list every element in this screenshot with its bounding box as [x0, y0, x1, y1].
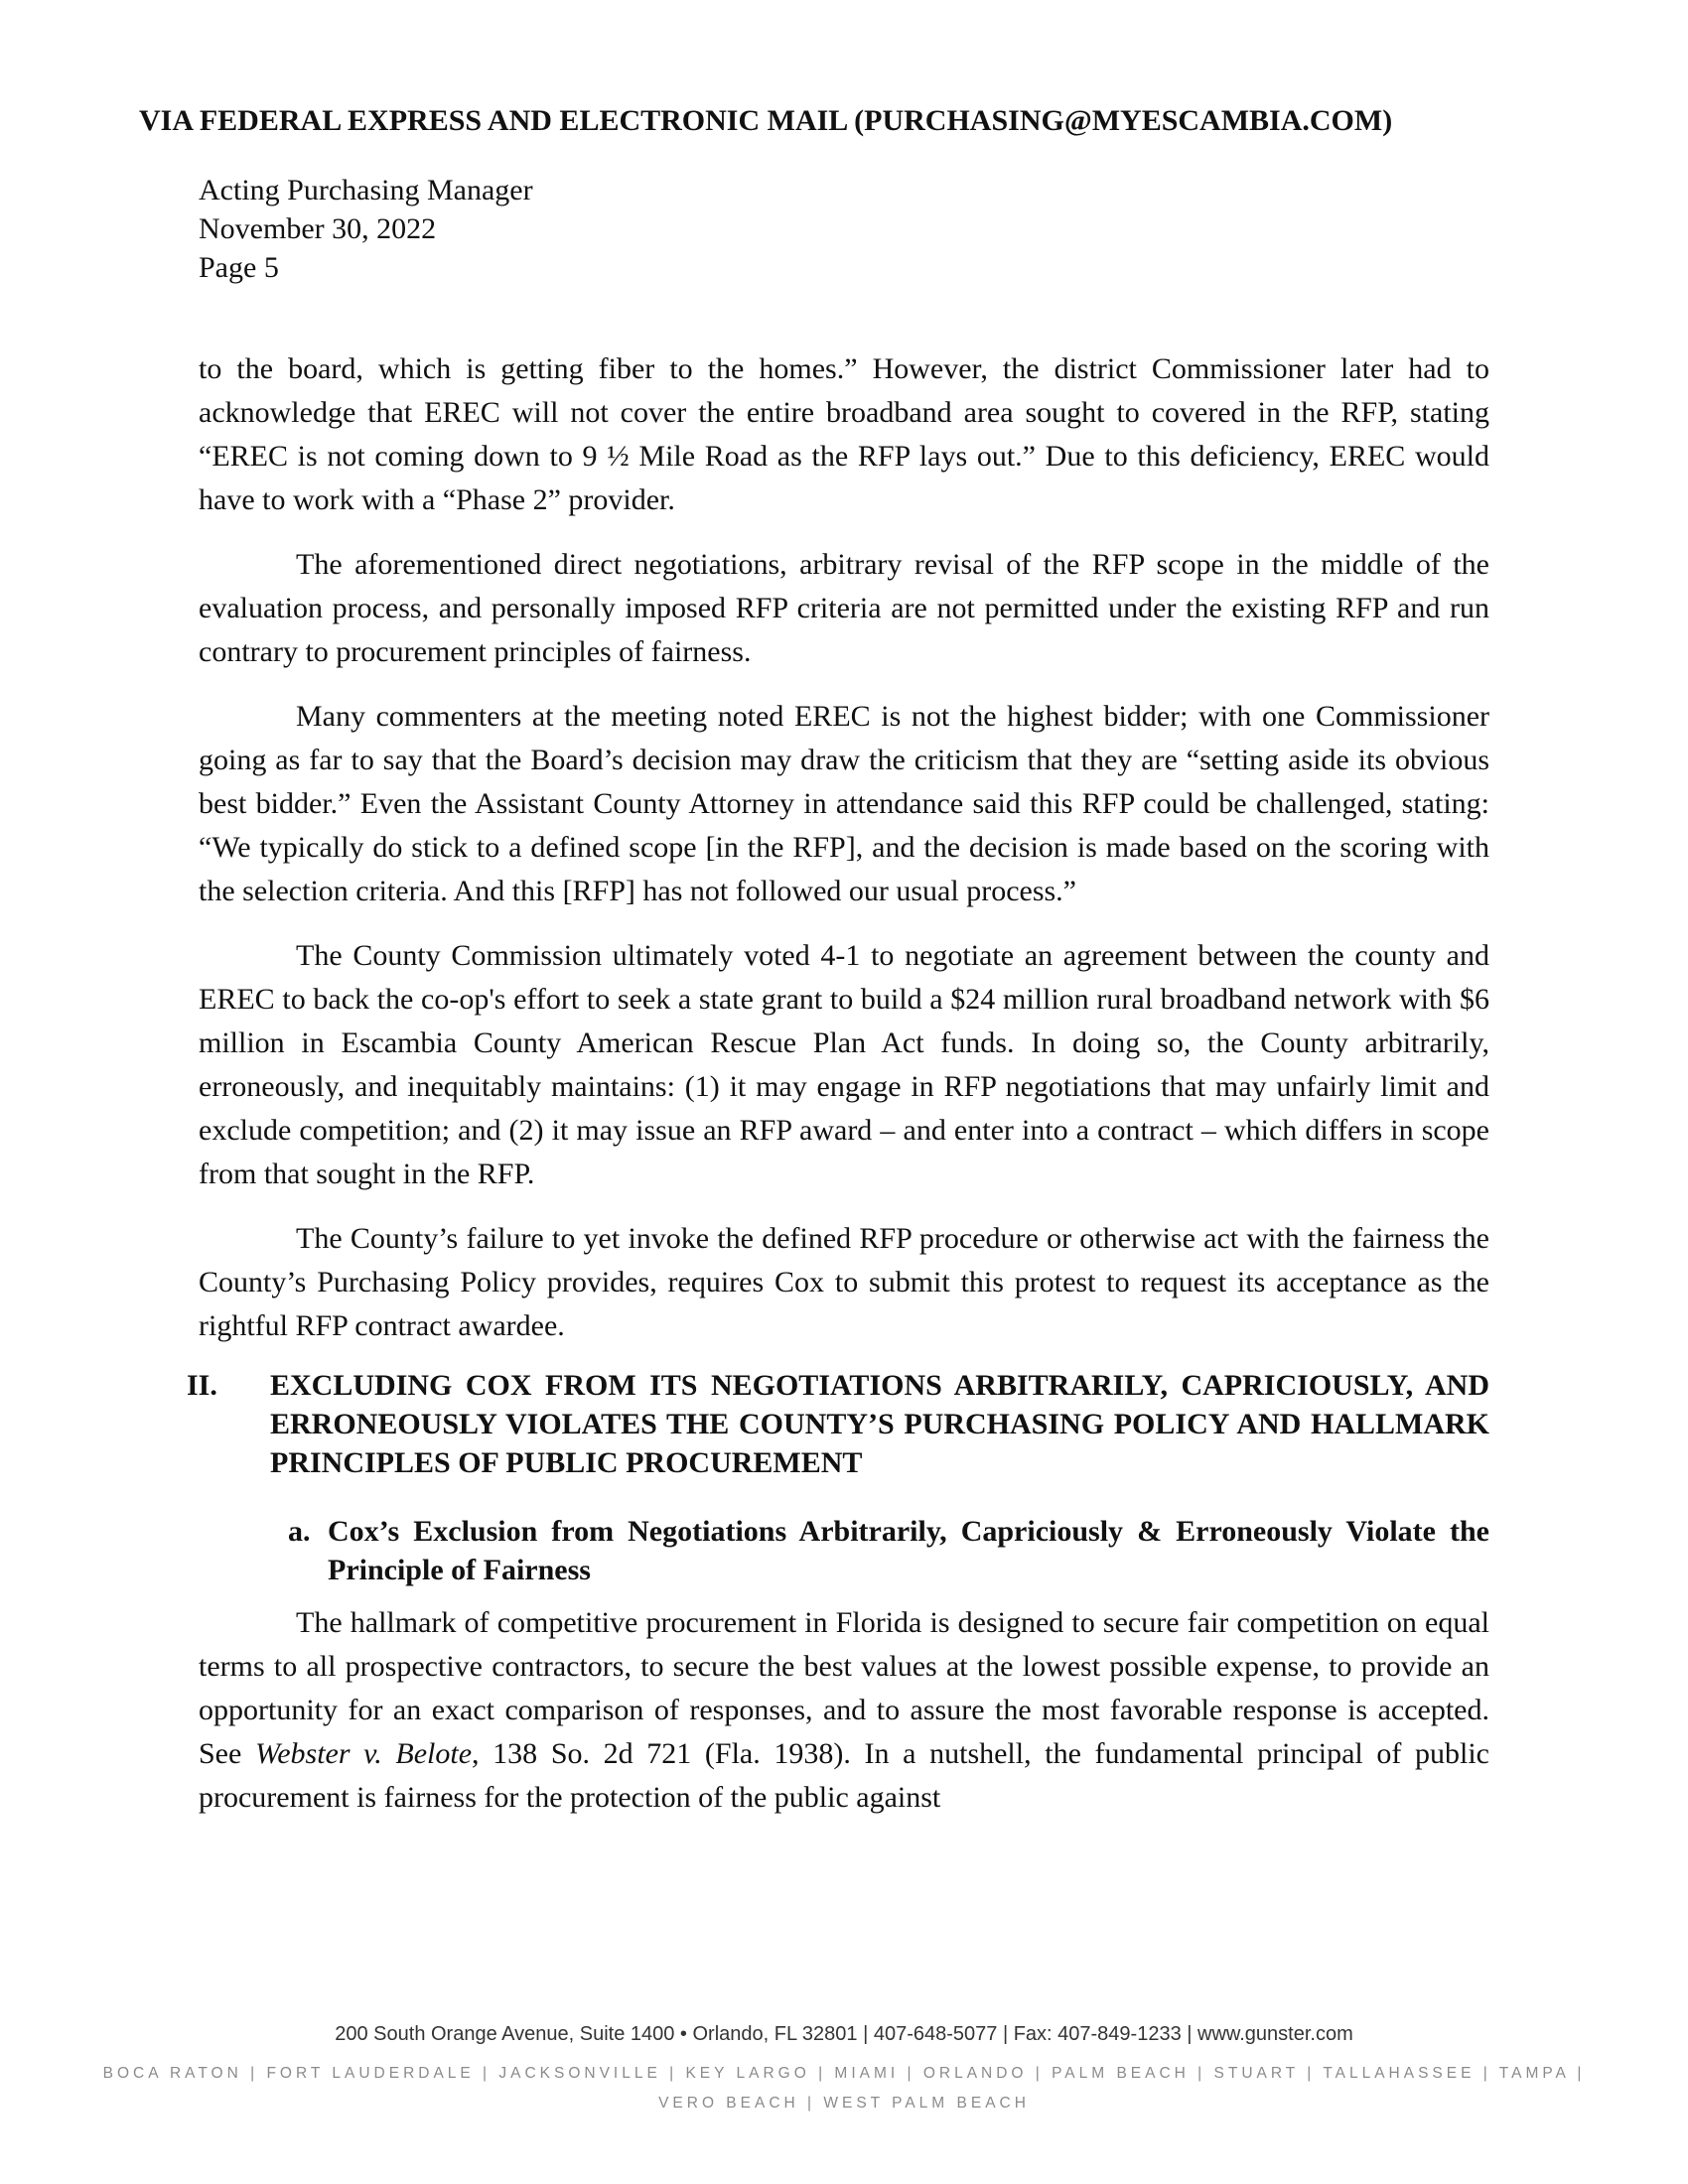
delivery-method-heading: VIA FEDERAL EXPRESS AND ELECTRONIC MAIL (PURCHASING@MYESCAMBIA.COM) — [139, 104, 1393, 137]
address-block — [199, 171, 533, 287]
letter-date: November 30, 2022 — [199, 212, 437, 245]
body-paragraph: The aforementioned direct negotiations, arbitrary revisal of the RFP scope in the middle of the evaluation process, and personally imposed RFP criteria are not permitted under the existing RFP and run contrary to procurement principles of fairness. — [199, 548, 1489, 668]
section-title: EXCLUDING COX FROM ITS NEGOTIATIONS ARBITRARILY, CAPRICIOUSLY, AND ERRONEOUSLY VIOLATES THE COUNTY’S PURCHASING POLICY AND HALLMARK PRINCIPLES OF PUBLIC PROCUREMENT — [270, 1369, 1489, 1479]
body-paragraph: The County’s failure to yet invoke the defined RFP procedure or otherwise act with the fairness the County’s Purchasing Policy provides, requires Cox to submit this protest to request its acceptance as the rightful RFP contract awardee. — [199, 1222, 1489, 1342]
paragraph-text: , 138 So. 2d 721 (Fla. 1938). In a nutshell, the fundamental principal of public procurement is fairness for the protection of the public against — [199, 1737, 1489, 1814]
subsection-letter: a. — [288, 1515, 311, 1548]
recipient-title: Acting Purchasing Manager — [199, 174, 533, 206]
body-paragraph: to the board, which is getting fiber to the homes.” However, the district Commissioner later had to acknowledge that EREC will not cover the entire broadband area sought to covered in the RFP, stating “EREC is not coming down to 9 ½ Mile Road as the RFP lays out.” Due to this deficiency, EREC would have to work with a “Phase 2” provider. — [199, 352, 1489, 516]
section-heading — [187, 1366, 1489, 1482]
body-paragraph: The County Commission ultimately voted 4-1 to negotiate an agreement between the county and EREC to back the co-op's effort to seek a state grant to build a $24 million rural broadband network with $6 million in Escambia County American Rescue Plan Act funds. In doing so, the County arbitrarily, erroneously, and inequitably maintains: (1) it may engage in RFP negotiations that may unfairly limit and exclude competition; and (2) it may issue an RFP award – and enter into a contract – which differs in scope from that sought in the RFP. — [199, 939, 1489, 1190]
paragraph-text: The hallmark of competitive procurement in Florida is designed to secure fair competition on equal terms to all prospective contractors, to secure the best values at the lowest possible expense, to provide an opportunity for an exact comparison of responses, and to assure the most favorable response is accepted. See — [199, 1606, 1489, 1770]
footer-address: 200 South Orange Avenue, Suite 1400 • Orlando, FL 32801 | 407-648-5077 | Fax: 407-849-1233 | www.gunster.com — [335, 2023, 1353, 2045]
page-number: Page 5 — [199, 251, 279, 284]
body-paragraph — [199, 1601, 1489, 1820]
section-number: II. — [187, 1369, 217, 1402]
letter-body — [187, 347, 1489, 1841]
case-citation: Webster v. Belote — [254, 1737, 473, 1770]
subsection-heading — [199, 1512, 1489, 1589]
body-paragraph: Many commenters at the meeting noted EREC is not the highest bidder; with one Commissioner going as far to say that the Board’s decision may draw the criticism that they are “setting aside its obvious best bidder.” Even the Assistant County Attorney in attendance said this RFP could be challenged, stating: “We typically do stick to a defined scope [in the RFP], and the decision is made based on the scoring with the selection criteria. And this [RFP] has not followed our usual process.” — [199, 700, 1489, 907]
footer-office-locations: BOCA RATON | FORT LAUDERDALE | JACKSONVILLE | KEY LARGO | MIAMI | ORLANDO | PALM BEACH | STUART | TALLAHASSEE | TAMPA | VERO BEACH | WEST PALM BEACH — [102, 2065, 1586, 2112]
subsection-title: Cox’s Exclusion from Negotiations Arbitrarily, Capriciously & Erroneously Violate the Principle of Fairness — [328, 1515, 1489, 1586]
